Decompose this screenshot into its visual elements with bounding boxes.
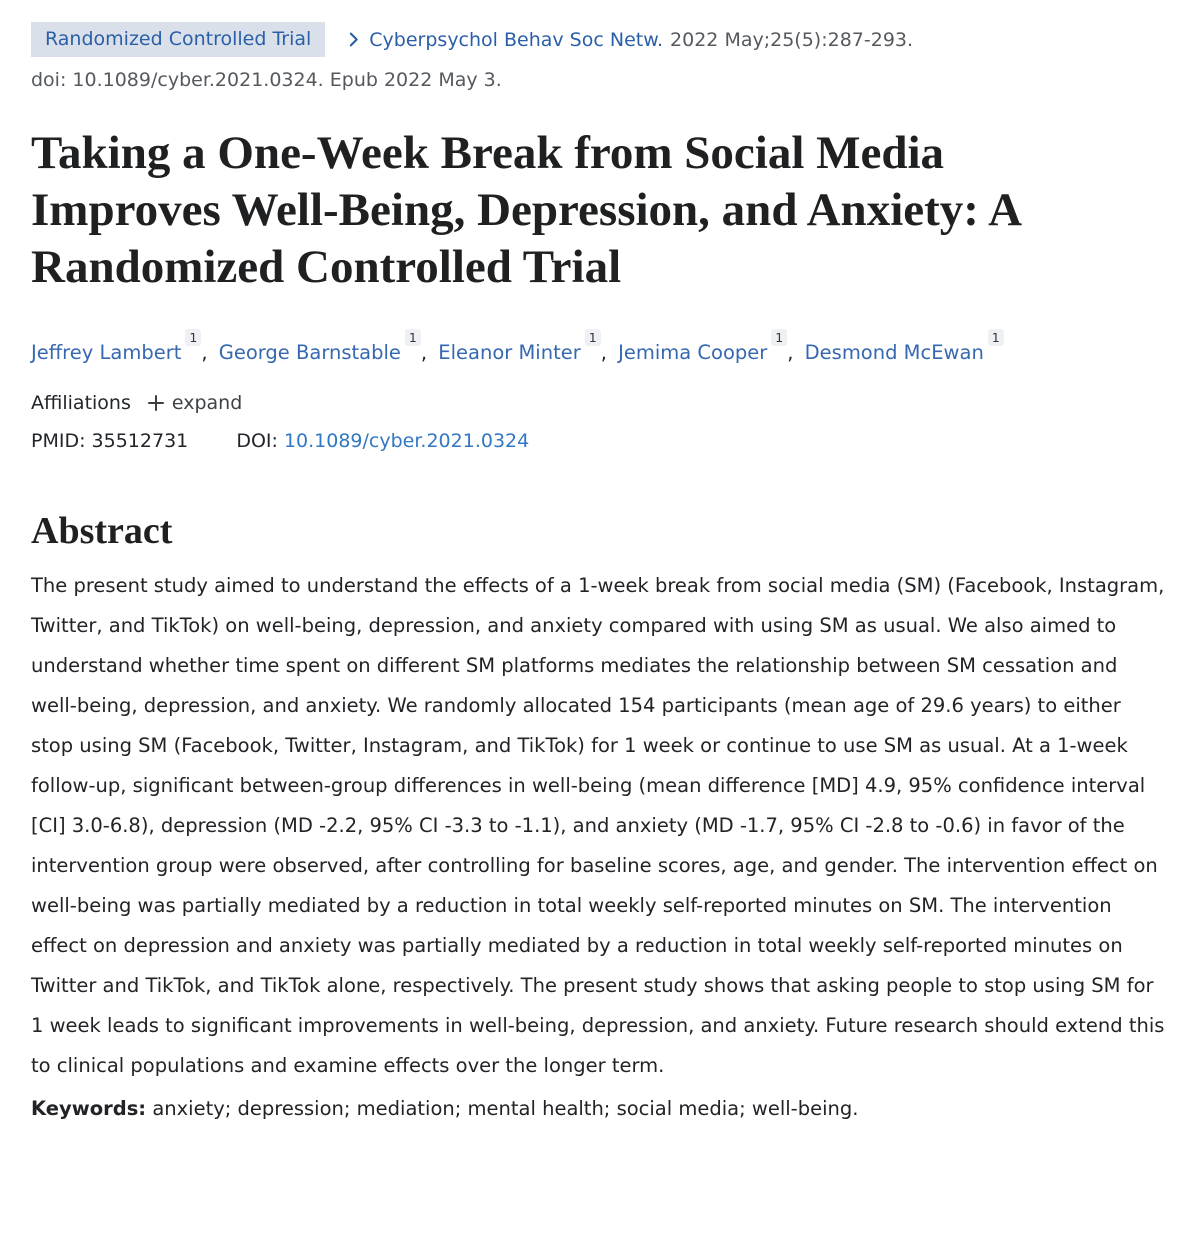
author-separator: , (420, 340, 428, 364)
affiliation-sup-badge[interactable]: 1 (771, 329, 787, 346)
author-link[interactable]: Desmond McEwan (804, 340, 984, 364)
author-item (804, 330, 1004, 364)
keywords-label: Keywords: (31, 1096, 147, 1120)
author-link[interactable]: Jeffrey Lambert (31, 340, 182, 364)
author-separator: , (201, 340, 208, 364)
article-title-line: Randomized Controlled Trial (31, 241, 622, 293)
expand-label: expand (171, 391, 243, 414)
affiliations-label: Affiliations (31, 391, 131, 414)
keywords-text: anxiety; depression; mediation; mental health; social media; well-being. (152, 1096, 859, 1120)
citation-header (31, 22, 1165, 57)
affiliation-sup-badge[interactable]: 1 (585, 329, 601, 346)
author-separator: , (787, 340, 794, 364)
doi-epub-line: doi: 10.1089/cyber.2021.0324. Epub 2022 May 3. (31, 69, 502, 91)
authors-list (31, 330, 1165, 364)
plus-icon (147, 394, 165, 412)
ids-row (31, 430, 1165, 452)
author-item (438, 330, 612, 364)
author-separator: , (600, 340, 607, 364)
article-title-line: Improves Well-Being, Depression, and Anxiety: A (31, 184, 1023, 236)
pmid-label: PMID: (31, 429, 86, 452)
affiliations-row (31, 392, 1165, 414)
abstract-text: The present study aimed to understand the effects of a 1-week break from social media (SM) (Facebook, Instagram, Twitter, and TikTok) on well-being, depression, and anxiety compared with using SM as usual. We also aimed to understand whether time spent on different SM platforms mediates the relationship between SM cessation and well-being, depression, and anxiety. We randomly allocated 154 participants (mean age of 29.6 years) to either stop using SM (Facebook, Twitter, Instagram, and TikTok) for 1 week or continue to use SM as usual. At a 1-week follow-up, significant between-group differences in well-being (mean difference [MD] 4.9, 95% confidence interval [CI] 3.0-6.8), depression (MD -2.2, 95% CI -3.3 to -1.1), and anxiety (MD -1.7, 95% CI -2.8 to -0.6) in favor of the intervention group were observed, after controlling for baseline scores, age, and gender. The intervention effect on well-being was partially mediated by a reduction in total weekly self-reported minutes on SM. The intervention effect on depression and anxiety was partially mediated by a reduction in total weekly self-reported minutes on Twitter and TikTok, and TikTok alone, respectively. The present study shows that asking people to stop using SM for 1 week leads to significant improvements in well-being, depression, and anxiety. Future research should extend this to clinical populations and examine effects over the longer term. (31, 573, 1165, 1077)
doi-label: DOI: (236, 429, 278, 452)
doi-link[interactable]: 10.1089/cyber.2021.0324 (283, 429, 530, 452)
pmid-value: 35512731 (91, 429, 189, 452)
expand-affiliations-button[interactable] (147, 392, 242, 414)
citation-text: 2022 May;25(5):287-293. (670, 28, 914, 51)
publication-type-badge[interactable]: Randomized Controlled Trial (31, 22, 325, 57)
journal-link[interactable]: Cyberpsychol Behav Soc Netw. (369, 28, 664, 51)
author-link[interactable]: George Barnstable (218, 340, 401, 364)
affiliation-sup-badge[interactable]: 1 (405, 329, 421, 346)
affiliation-sup-badge[interactable]: 1 (185, 329, 201, 346)
abstract-heading: Abstract (31, 509, 173, 552)
article-title-line: Taking a One-Week Break from Social Media (31, 127, 945, 179)
author-item (218, 330, 432, 364)
article-title (31, 125, 1165, 296)
author-link[interactable]: Eleanor Minter (438, 340, 581, 364)
author-item (618, 330, 798, 364)
keywords-line (31, 1094, 1165, 1124)
chevron-right-icon (345, 31, 362, 48)
doi-item (236, 430, 529, 452)
pmid-item (31, 430, 188, 452)
author-item (31, 330, 213, 364)
author-link[interactable]: Jemima Cooper (618, 340, 768, 364)
affiliation-sup-badge[interactable]: 1 (988, 329, 1004, 346)
